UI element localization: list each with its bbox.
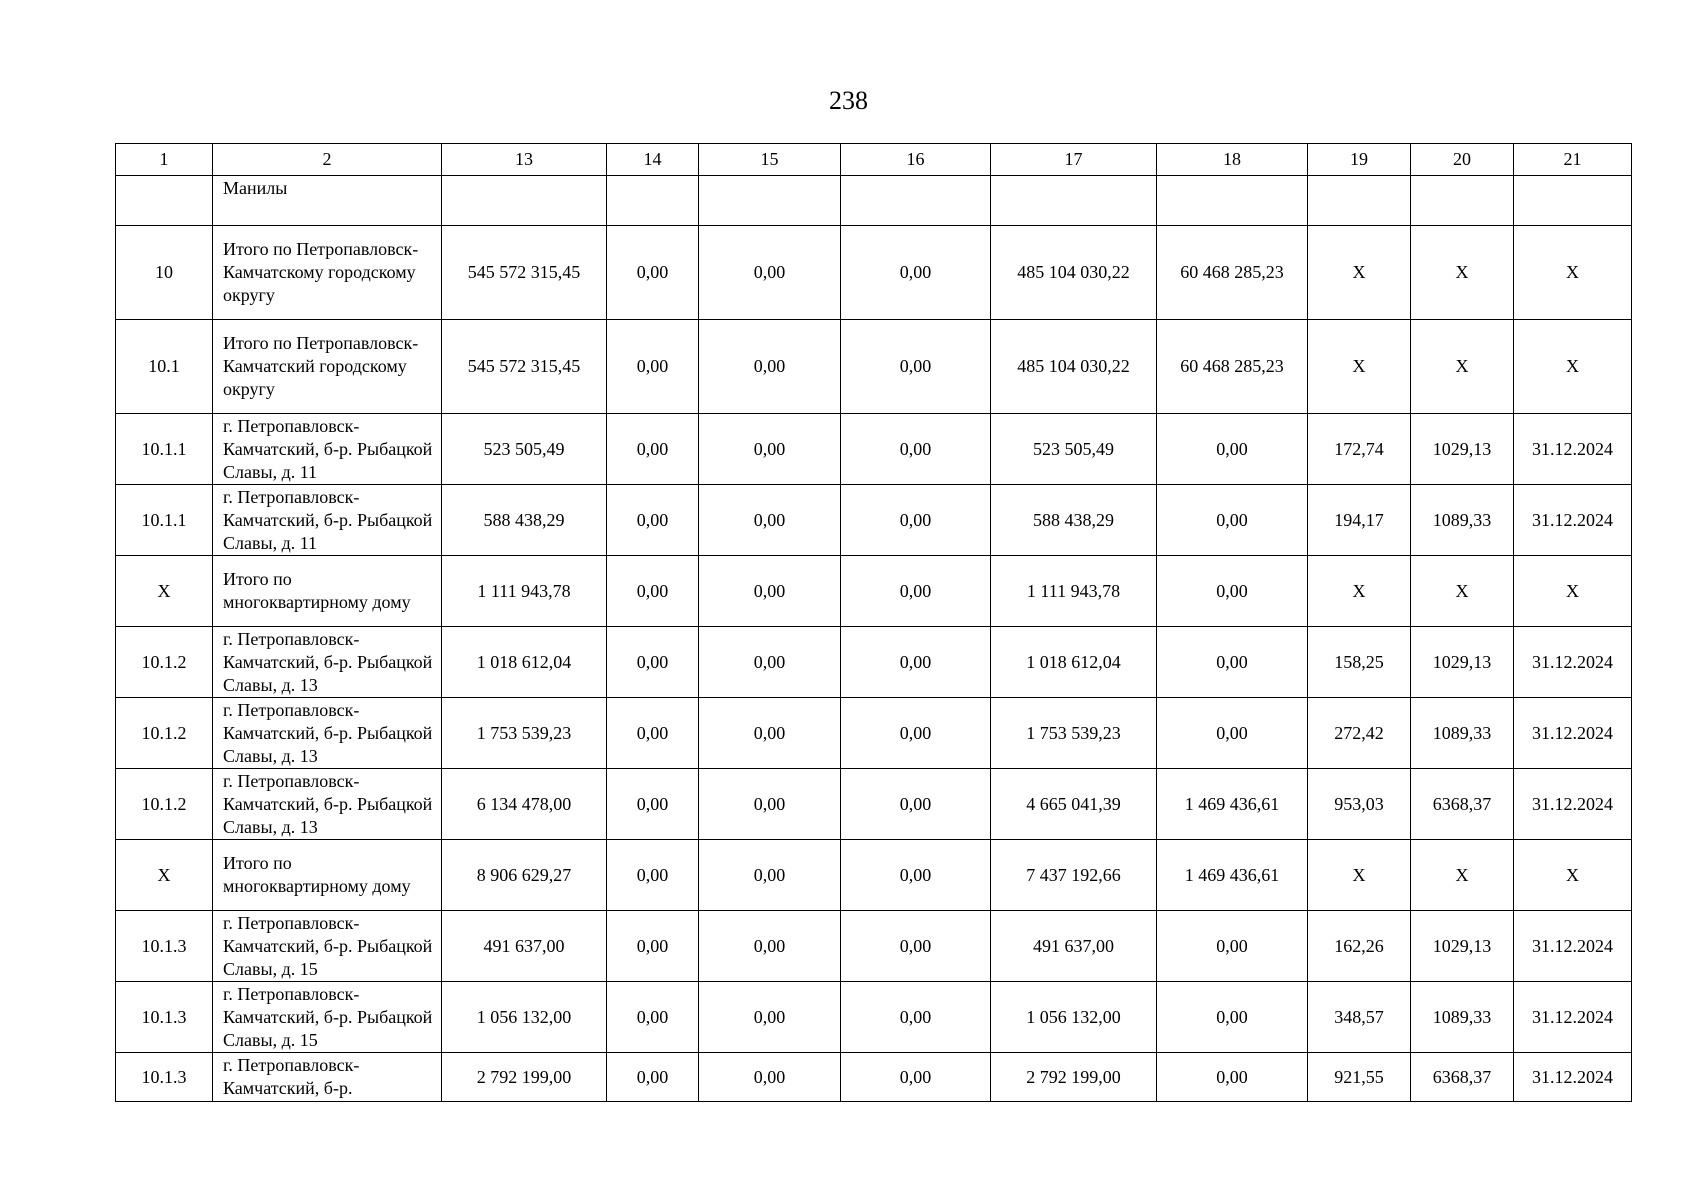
total-cost-cell: 523 505,49	[442, 414, 607, 485]
value-cell-19	[1308, 176, 1411, 226]
date-cell: 31.12.2024	[1514, 769, 1632, 840]
date-cell	[1514, 176, 1632, 226]
table-row	[116, 414, 1632, 485]
value-cell-14: 0,00	[607, 769, 699, 840]
table-row	[116, 627, 1632, 698]
value-cell-20: X	[1411, 840, 1514, 911]
value-cell-20: 1029,13	[1411, 414, 1514, 485]
value-cell-16: 0,00	[841, 320, 991, 414]
value-cell-17: 523 505,49	[991, 414, 1157, 485]
value-cell-18: 60 468 285,23	[1157, 320, 1308, 414]
value-cell-18: 0,00	[1157, 1053, 1308, 1102]
value-cell-14: 0,00	[607, 627, 699, 698]
value-cell-18: 60 468 285,23	[1157, 226, 1308, 320]
value-cell-17: 485 104 030,22	[991, 320, 1157, 414]
value-cell-19: X	[1308, 840, 1411, 911]
value-cell-19: 348,57	[1308, 982, 1411, 1053]
value-cell-16: 0,00	[841, 982, 991, 1053]
table-row	[116, 1053, 1632, 1102]
row-number-cell: 10	[116, 226, 213, 320]
value-cell-18: 0,00	[1157, 556, 1308, 627]
value-cell-19: 921,55	[1308, 1053, 1411, 1102]
value-cell-15: 0,00	[699, 556, 841, 627]
date-cell: 31.12.2024	[1514, 982, 1632, 1053]
total-cost-cell: 1 753 539,23	[442, 698, 607, 769]
column-header: 2	[213, 144, 442, 176]
value-cell-16: 0,00	[841, 698, 991, 769]
table-row	[116, 320, 1632, 414]
value-cell-19: 162,26	[1308, 911, 1411, 982]
address-cell: Итого по многоквартирному дому	[213, 840, 442, 911]
value-cell-16: 0,00	[841, 840, 991, 911]
value-cell-14: 0,00	[607, 320, 699, 414]
row-number-cell: 10.1.3	[116, 982, 213, 1053]
row-number-cell: 10.1.1	[116, 414, 213, 485]
address-cell: г. Петропавловск-Камчатский, б-р. Рыбацкой Славы, д. 13	[213, 627, 442, 698]
column-header: 15	[699, 144, 841, 176]
column-header: 1	[116, 144, 213, 176]
table-row	[116, 911, 1632, 982]
value-cell-15: 0,00	[699, 982, 841, 1053]
address-cell: Итого по Петропавловск-Камчатскому городскому округу	[213, 226, 442, 320]
value-cell-17: 491 637,00	[991, 911, 1157, 982]
value-cell-14: 0,00	[607, 414, 699, 485]
table-row	[116, 769, 1632, 840]
total-cost-cell	[442, 176, 607, 226]
value-cell-16: 0,00	[841, 414, 991, 485]
value-cell-15: 0,00	[699, 414, 841, 485]
value-cell-17: 7 437 192,66	[991, 840, 1157, 911]
value-cell-20: 1089,33	[1411, 698, 1514, 769]
value-cell-20: 6368,37	[1411, 769, 1514, 840]
address-cell: г. Петропавловск-Камчатский, б-р. Рыбацкой Славы, д. 15	[213, 982, 442, 1053]
table-row	[116, 485, 1632, 556]
column-header: 17	[991, 144, 1157, 176]
table-row	[116, 556, 1632, 627]
date-cell: X	[1514, 226, 1632, 320]
value-cell-17	[991, 176, 1157, 226]
date-cell: 31.12.2024	[1514, 1053, 1632, 1102]
value-cell-14: 0,00	[607, 982, 699, 1053]
value-cell-15: 0,00	[699, 911, 841, 982]
column-header: 20	[1411, 144, 1514, 176]
table-row	[116, 840, 1632, 911]
table-row	[116, 982, 1632, 1053]
total-cost-cell: 1 018 612,04	[442, 627, 607, 698]
column-header: 19	[1308, 144, 1411, 176]
data-table	[115, 143, 1632, 1102]
value-cell-15: 0,00	[699, 320, 841, 414]
total-cost-cell: 491 637,00	[442, 911, 607, 982]
row-number-cell: 10.1.3	[116, 911, 213, 982]
value-cell-19: 953,03	[1308, 769, 1411, 840]
date-cell: 31.12.2024	[1514, 627, 1632, 698]
value-cell-17: 4 665 041,39	[991, 769, 1157, 840]
value-cell-20: 1089,33	[1411, 485, 1514, 556]
total-cost-cell: 1 056 132,00	[442, 982, 607, 1053]
table-row	[116, 176, 1632, 226]
value-cell-14: 0,00	[607, 1053, 699, 1102]
column-header: 18	[1157, 144, 1308, 176]
value-cell-20: X	[1411, 556, 1514, 627]
value-cell-16: 0,00	[841, 485, 991, 556]
address-cell: г. Петропавловск-Камчатский, б-р. Рыбацкой Славы, д. 11	[213, 414, 442, 485]
value-cell-15: 0,00	[699, 698, 841, 769]
row-number-cell: X	[116, 840, 213, 911]
value-cell-14: 0,00	[607, 840, 699, 911]
value-cell-16	[841, 176, 991, 226]
address-cell: Манилы	[213, 176, 442, 226]
row-number-cell: 10.1	[116, 320, 213, 414]
row-number-cell	[116, 176, 213, 226]
value-cell-18: 1 469 436,61	[1157, 769, 1308, 840]
value-cell-16: 0,00	[841, 556, 991, 627]
value-cell-14: 0,00	[607, 698, 699, 769]
value-cell-18	[1157, 176, 1308, 226]
value-cell-16: 0,00	[841, 1053, 991, 1102]
row-number-cell: X	[116, 556, 213, 627]
value-cell-17: 1 753 539,23	[991, 698, 1157, 769]
address-cell: г. Петропавловск-Камчатский, б-р. Рыбацкой Славы, д. 11	[213, 485, 442, 556]
value-cell-19: 194,17	[1308, 485, 1411, 556]
value-cell-20: 1029,13	[1411, 911, 1514, 982]
value-cell-17: 485 104 030,22	[991, 226, 1157, 320]
address-cell: г. Петропавловск-Камчатский, б-р. Рыбацкой Славы, д. 15	[213, 911, 442, 982]
row-number-cell: 10.1.2	[116, 698, 213, 769]
value-cell-17: 2 792 199,00	[991, 1053, 1157, 1102]
value-cell-15	[699, 176, 841, 226]
value-cell-18: 0,00	[1157, 485, 1308, 556]
value-cell-19: X	[1308, 320, 1411, 414]
table-row	[116, 698, 1632, 769]
value-cell-20	[1411, 176, 1514, 226]
address-cell: г. Петропавловск-Камчатский, б-р. Рыбацкой Славы, д. 13	[213, 698, 442, 769]
row-number-cell: 10.1.1	[116, 485, 213, 556]
value-cell-16: 0,00	[841, 627, 991, 698]
address-cell: г. Петропавловск-Камчатский, б-р.	[213, 1053, 442, 1102]
value-cell-15: 0,00	[699, 226, 841, 320]
total-cost-cell: 588 438,29	[442, 485, 607, 556]
date-cell: 31.12.2024	[1514, 485, 1632, 556]
address-cell: Итого по многоквартирному дому	[213, 556, 442, 627]
value-cell-20: 6368,37	[1411, 1053, 1514, 1102]
value-cell-20: X	[1411, 226, 1514, 320]
value-cell-18: 0,00	[1157, 627, 1308, 698]
value-cell-14: 0,00	[607, 226, 699, 320]
value-cell-15: 0,00	[699, 485, 841, 556]
page-number: 238	[829, 86, 868, 115]
total-cost-cell: 6 134 478,00	[442, 769, 607, 840]
total-cost-cell: 1 111 943,78	[442, 556, 607, 627]
value-cell-20: 1089,33	[1411, 982, 1514, 1053]
value-cell-18: 0,00	[1157, 911, 1308, 982]
column-header: 21	[1514, 144, 1632, 176]
table-header	[116, 144, 1632, 176]
address-cell: Итого по Петропавловск-Камчатский городскому округу	[213, 320, 442, 414]
value-cell-16: 0,00	[841, 911, 991, 982]
column-header: 13	[442, 144, 607, 176]
total-cost-cell: 2 792 199,00	[442, 1053, 607, 1102]
value-cell-16: 0,00	[841, 769, 991, 840]
value-cell-15: 0,00	[699, 840, 841, 911]
total-cost-cell: 545 572 315,45	[442, 320, 607, 414]
date-cell: 31.12.2024	[1514, 698, 1632, 769]
value-cell-15: 0,00	[699, 769, 841, 840]
date-cell: X	[1514, 320, 1632, 414]
value-cell-15: 0,00	[699, 1053, 841, 1102]
value-cell-14: 0,00	[607, 556, 699, 627]
total-cost-cell: 545 572 315,45	[442, 226, 607, 320]
date-cell: 31.12.2024	[1514, 414, 1632, 485]
value-cell-18: 0,00	[1157, 982, 1308, 1053]
value-cell-19: X	[1308, 556, 1411, 627]
value-cell-19: 172,74	[1308, 414, 1411, 485]
row-number-cell: 10.1.3	[116, 1053, 213, 1102]
table-row	[116, 226, 1632, 320]
column-header: 16	[841, 144, 991, 176]
total-cost-cell: 8 906 629,27	[442, 840, 607, 911]
value-cell-17: 1 018 612,04	[991, 627, 1157, 698]
value-cell-14	[607, 176, 699, 226]
row-number-cell: 10.1.2	[116, 769, 213, 840]
column-header: 14	[607, 144, 699, 176]
table-body	[116, 176, 1632, 1102]
value-cell-20: 1029,13	[1411, 627, 1514, 698]
date-cell: X	[1514, 840, 1632, 911]
value-cell-17: 1 111 943,78	[991, 556, 1157, 627]
value-cell-18: 0,00	[1157, 698, 1308, 769]
value-cell-15: 0,00	[699, 627, 841, 698]
value-cell-20: X	[1411, 320, 1514, 414]
value-cell-14: 0,00	[607, 485, 699, 556]
value-cell-17: 1 056 132,00	[991, 982, 1157, 1053]
value-cell-18: 0,00	[1157, 414, 1308, 485]
header-row	[116, 144, 1632, 176]
value-cell-16: 0,00	[841, 226, 991, 320]
value-cell-17: 588 438,29	[991, 485, 1157, 556]
value-cell-19: 272,42	[1308, 698, 1411, 769]
value-cell-19: 158,25	[1308, 627, 1411, 698]
value-cell-14: 0,00	[607, 911, 699, 982]
address-cell: г. Петропавловск-Камчатский, б-р. Рыбацкой Славы, д. 13	[213, 769, 442, 840]
date-cell: 31.12.2024	[1514, 911, 1632, 982]
row-number-cell: 10.1.2	[116, 627, 213, 698]
date-cell: X	[1514, 556, 1632, 627]
value-cell-18: 1 469 436,61	[1157, 840, 1308, 911]
value-cell-19: X	[1308, 226, 1411, 320]
